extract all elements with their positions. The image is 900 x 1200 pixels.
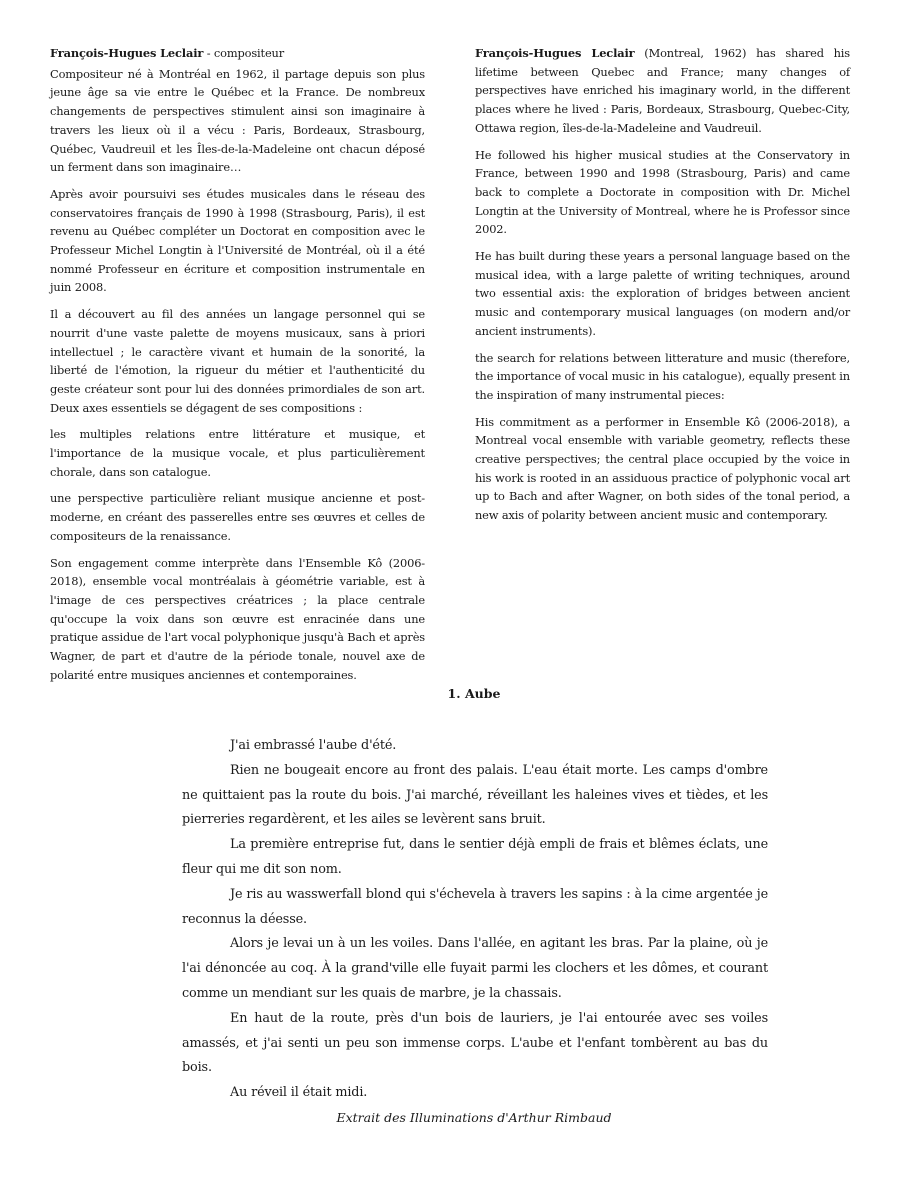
bio-fr-paragraph: Compositeur né à Montréal en 1962, il partage depuis son plus jeune âge sa vie entre le Québec et la France. De nombreux changements de perspectives stimulent ainsi son imaginaire à travers les lieux où il a vécu : Paris, Bordeaux, Strasbourg, Québec, Vaudreuil et les Îles-de-la-Madeleine ont chacun déposé un ferment dans son imaginaire… [50, 66, 425, 175]
poem-paragraph: Rien ne bougeait encore au front des palais. L'eau était morte. Les camps d'ombre ne quittaient pas la route du bois. J'ai marché, réveillant les haleines vives et tièdes, et les pierreries regardèrent, et les ailes se levèrent sans bruit. [182, 762, 768, 828]
biography-english [475, 44, 850, 533]
composer-name: François-Hugues Leclair [50, 46, 204, 60]
biography-french [50, 44, 425, 693]
bio-fr-paragraph: les multiples relations entre littérature et musique, et l'importance de la musique vocale, et plus particulièrement chorale, dans son catalogue. [50, 427, 425, 479]
bio-en-intro-text: (Montreal, 1962) has shared his lifetime between Quebec and France; many changes of perspectives have enriched his imaginary world, in the different places where he lived : Paris, Bordeaux, Strasbourg, Quebec-City, Ottawa region, îles-de-la-Madeleine and Vaudreuil. [475, 46, 851, 135]
composer-name: François-Hugues Leclair [475, 46, 635, 60]
poem-text [182, 734, 768, 1106]
poem-paragraph: La première entreprise fut, dans le sentier déjà empli de frais et blêmes éclats, une fleur qui me dit son nom. [182, 837, 768, 877]
bio-fr-heading [50, 44, 425, 63]
bio-fr-paragraph: Son engagement comme interprète dans l'Ensemble Kô (2006-2018), ensemble vocal montréalais à géométrie variable, est à l'image de ces perspectives créatrices ; la place centrale qu'occupe la voix dans son œuvre est enracinée dans une pratique assidue de l'art vocal polyphonique jusqu'à Bach et après Wagner, de part et d'autre de la période tonale, nouvel axe de polarité entre musiques anciennes et contemporaines. [50, 555, 425, 682]
composer-role: - compositeur [203, 46, 285, 60]
poem-credit: Extrait des Illuminations d'Arthur Rimbaud [336, 1110, 612, 1125]
poem-paragraph: En haut de la route, près d'un bois de lauriers, je l'ai entourée avec ses voiles amassés, et j'ai senti un peu son immense corps. L'aube et l'enfant tombèrent au bas du bois. [182, 1010, 768, 1076]
bio-en-paragraph: the search for relations between litterature and music (therefore, the importance of vocal music in his catalogue), equally present in the inspiration of many instrumental pieces: [475, 350, 850, 402]
poem-title: 1. Aube [447, 686, 501, 701]
bio-en-paragraph: He followed his higher musical studies at the Conservatory in France, between 1990 and 1998 (Strasbourg, Paris) and came back to complete a Doctorate in composition with Dr. Michel Longtin at the University of Montreal, where he is Professor since 2002. [475, 147, 850, 237]
bio-fr-paragraph: Il a découvert au fil des années un langage personnel qui se nourrit d'une vaste palette de moyens musicaux, sans à priori intellectuel ; le caractère vivant et humain de la sonorité, la liberté de l'émotion, la rigueur du métier et l'authenticité du geste créateur sont pour lui des données primordiales de son art. Deux axes essentiels se dégagent de ses compositions : [50, 307, 425, 415]
bio-fr-paragraph: Après avoir poursuivi ses études musicales dans le réseau des conservatoires français de 1990 à 1998 (Strasbourg, Paris), il est revenu au Québec compléter un Doctorat en composition avec le Professeur Michel Longtin à l'Université de Montréal, où il a été nommé Professeur en écriture et composition instrumentale en juin 2008. [50, 186, 425, 295]
bio-fr-paragraph: une perspective particulière reliant musique ancienne et post-moderne, en créant des passerelles entre ses œuvres et celles de compositeurs de la renaissance. [50, 491, 425, 543]
bio-en-intro [475, 44, 850, 138]
poem-paragraph: Je ris au wasswerfall blond qui s'échevela à travers les sapins : à la cime argentée je reconnus la déesse. [182, 886, 768, 927]
bio-en-paragraph: His commitment as a performer in Ensemble Kô (2006-2018), a Montreal vocal ensemble with variable geometry, reflects these creative perspectives; the central place occupied by the voice in his work is rooted in an assiduous practice of polyphonic vocal art up to Bach and after Wagner, on both sides of the tonal period, a new axis of polarity between ancient music and contemporary. [475, 414, 850, 523]
bio-en-paragraph: He has built during these years a personal language based on the musical idea, with a large palette of writing techniques, around two essential axis: the exploration of bridges between ancient music and contemporary musical languages (on modern and/or ancient instruments). [475, 249, 850, 338]
poem-paragraph: J'ai embrassé l'aube d'été. [230, 738, 397, 753]
poem-paragraph: Alors je levai un à un les voiles. Dans l'allée, en agitant les bras. Par la plaine, où je l'ai dénoncée au coq. À la grand'ville elle fuyait parmi les clochers et les dômes, et courant comme un mendiant sur les quais de marbre, je la chassais. [182, 936, 768, 1001]
poem-paragraph: Au réveil il était midi. [230, 1085, 368, 1101]
